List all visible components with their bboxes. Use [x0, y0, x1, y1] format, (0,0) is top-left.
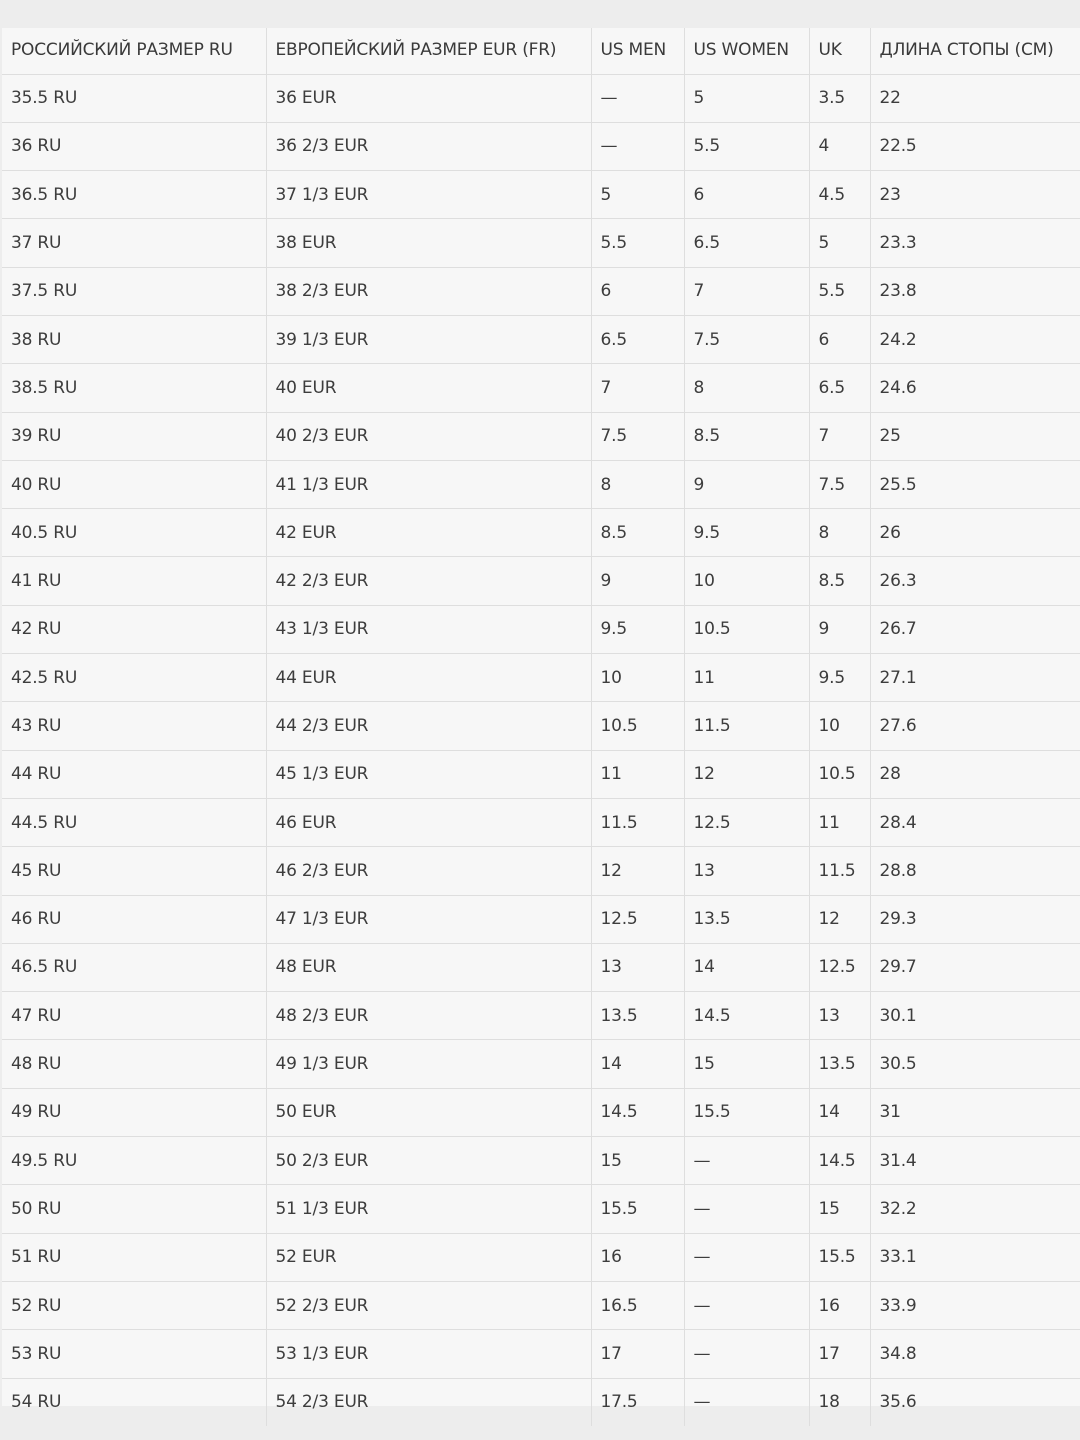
table-row: [2, 943, 1080, 991]
cell-ru-size: 51 RU: [2, 1233, 266, 1281]
cell-us-women: 8: [684, 364, 809, 412]
size-chart-sheet: [2, 28, 1080, 1413]
cell-ru-size: 54 RU: [2, 1378, 266, 1426]
table-row: [2, 798, 1080, 846]
cell-foot-length: 26.3: [870, 557, 1080, 605]
cell-ru-size: 37 RU: [2, 219, 266, 267]
cell-us-women: 12.5: [684, 798, 809, 846]
cell-foot-length: 25.5: [870, 460, 1080, 508]
table-row: [2, 992, 1080, 1040]
cell-foot-length: 26.7: [870, 605, 1080, 653]
cell-eur-size: 52 2/3 EUR: [266, 1281, 591, 1329]
cell-foot-length: 27.1: [870, 654, 1080, 702]
cell-uk: 12.5: [809, 943, 870, 991]
cell-uk: 13: [809, 992, 870, 1040]
cell-us-women: —: [684, 1281, 809, 1329]
cell-us-men: 13.5: [591, 992, 684, 1040]
cell-foot-length: 24.6: [870, 364, 1080, 412]
cell-uk: 14.5: [809, 1137, 870, 1185]
cell-us-women: 7: [684, 267, 809, 315]
cell-uk: 4.5: [809, 171, 870, 219]
cell-us-men: 9: [591, 557, 684, 605]
cell-us-women: —: [684, 1378, 809, 1426]
table-row: [2, 122, 1080, 170]
table-row: [2, 847, 1080, 895]
table-row: [2, 895, 1080, 943]
cell-uk: 8: [809, 509, 870, 557]
cell-foot-length: 28.8: [870, 847, 1080, 895]
cell-us-men: 11.5: [591, 798, 684, 846]
cell-us-men: 6.5: [591, 315, 684, 363]
cell-eur-size: 45 1/3 EUR: [266, 750, 591, 798]
cell-ru-size: 53 RU: [2, 1330, 266, 1378]
cell-us-women: 10: [684, 557, 809, 605]
cell-uk: 11.5: [809, 847, 870, 895]
table-row: [2, 1330, 1080, 1378]
table-row: [2, 557, 1080, 605]
cell-us-women: 5.5: [684, 122, 809, 170]
table-row: [2, 1137, 1080, 1185]
cell-eur-size: 54 2/3 EUR: [266, 1378, 591, 1426]
cell-foot-length: 29.3: [870, 895, 1080, 943]
cell-us-men: 11: [591, 750, 684, 798]
cell-ru-size: 46 RU: [2, 895, 266, 943]
cell-eur-size: 40 2/3 EUR: [266, 412, 591, 460]
cell-us-men: —: [591, 122, 684, 170]
cell-eur-size: 51 1/3 EUR: [266, 1185, 591, 1233]
cell-foot-length: 22.5: [870, 122, 1080, 170]
cell-us-men: —: [591, 74, 684, 122]
cell-us-men: 17.5: [591, 1378, 684, 1426]
cell-eur-size: 50 2/3 EUR: [266, 1137, 591, 1185]
cell-us-men: 9.5: [591, 605, 684, 653]
cell-ru-size: 40 RU: [2, 460, 266, 508]
cell-us-men: 7: [591, 364, 684, 412]
cell-ru-size: 36 RU: [2, 122, 266, 170]
cell-us-women: 9.5: [684, 509, 809, 557]
cell-ru-size: 39 RU: [2, 412, 266, 460]
cell-us-women: 15.5: [684, 1088, 809, 1136]
cell-uk: 12: [809, 895, 870, 943]
cell-us-women: 13: [684, 847, 809, 895]
cell-uk: 9: [809, 605, 870, 653]
cell-uk: 18: [809, 1378, 870, 1426]
cell-foot-length: 35.6: [879, 1392, 917, 1413]
cell-eur-size: 40 EUR: [266, 364, 591, 412]
cell-eur-size: 42 2/3 EUR: [266, 557, 591, 605]
cell-eur-size: 52 EUR: [266, 1233, 591, 1281]
table-row: [2, 412, 1080, 460]
cell-eur-size: 36 2/3 EUR: [266, 122, 591, 170]
cell-foot-length: 30.5: [870, 1040, 1080, 1088]
cell-eur-size: 53 1/3 EUR: [266, 1330, 591, 1378]
cell-foot-length: 28: [870, 750, 1080, 798]
table-row: [2, 750, 1080, 798]
cell-foot-length: 23.8: [870, 267, 1080, 315]
cell-eur-size: 48 2/3 EUR: [266, 992, 591, 1040]
cell-eur-size: 47 1/3 EUR: [266, 895, 591, 943]
cell-us-men: 5: [591, 171, 684, 219]
cell-foot-length: 33.1: [870, 1233, 1080, 1281]
cell-ru-size: 49.5 RU: [2, 1137, 266, 1185]
cell-us-women: 11.5: [684, 702, 809, 750]
table-row: [2, 267, 1080, 315]
cell-uk: 5: [809, 219, 870, 267]
cell-uk: 16: [809, 1281, 870, 1329]
table-row: [2, 1281, 1080, 1329]
cell-us-women: 6: [684, 171, 809, 219]
cell-uk: 11: [809, 798, 870, 846]
size-chart-table: [2, 28, 1080, 1426]
cell-uk: 10: [809, 702, 870, 750]
cell-us-women: 12: [684, 750, 809, 798]
cell-foot-length: 24.2: [870, 315, 1080, 363]
cell-us-women: 7.5: [684, 315, 809, 363]
cell-us-women: 14.5: [684, 992, 809, 1040]
cell-foot-length: 23: [870, 171, 1080, 219]
cell-us-women: —: [684, 1137, 809, 1185]
cell-uk: 7: [809, 412, 870, 460]
cell-us-women: 6.5: [684, 219, 809, 267]
cell-us-men: 16.5: [591, 1281, 684, 1329]
cell-eur-size: 37 1/3 EUR: [266, 171, 591, 219]
cell-uk: 9.5: [809, 654, 870, 702]
cell-us-men: 8.5: [591, 509, 684, 557]
cell-eur-size: 43 1/3 EUR: [266, 605, 591, 653]
cell-uk: 6.5: [809, 364, 870, 412]
cell-uk: 17: [809, 1330, 870, 1378]
cell-uk: 4: [809, 122, 870, 170]
cell-us-men: 10.5: [591, 702, 684, 750]
cell-eur-size: 38 EUR: [266, 219, 591, 267]
cell-uk: 14: [809, 1088, 870, 1136]
cell-uk: 13.5: [809, 1040, 870, 1088]
table-header-row: [2, 28, 1080, 74]
cell-foot-length: 22: [870, 74, 1080, 122]
cell-foot-length: 32.2: [870, 1185, 1080, 1233]
table-row: [2, 1185, 1080, 1233]
cell-us-men: 10: [591, 654, 684, 702]
cell-us-men: 14.5: [591, 1088, 684, 1136]
cell-foot-length: 33.9: [870, 1281, 1080, 1329]
cell-uk: 5.5: [809, 267, 870, 315]
cell-ru-size: 45 RU: [2, 847, 266, 895]
cell-us-women: —: [684, 1185, 809, 1233]
cell-us-men: 13: [591, 943, 684, 991]
table-row: [2, 654, 1080, 702]
cell-ru-size: 38.5 RU: [2, 364, 266, 412]
cell-us-women: 15: [684, 1040, 809, 1088]
cell-us-men: 12: [591, 847, 684, 895]
cell-ru-size: 52 RU: [2, 1281, 266, 1329]
cell-uk: 7.5: [809, 460, 870, 508]
cell-foot-length: 31.4: [870, 1137, 1080, 1185]
cell-ru-size: 41 RU: [2, 557, 266, 605]
header-foot-length: ДЛИНА СТОПЫ (СМ): [870, 28, 1080, 74]
cell-eur-size: 50 EUR: [266, 1088, 591, 1136]
cell-us-men: 8: [591, 460, 684, 508]
cell-eur-size: 38 2/3 EUR: [266, 267, 591, 315]
table-row: [2, 509, 1080, 557]
cell-us-women: 13.5: [684, 895, 809, 943]
table-row: [2, 1088, 1080, 1136]
cell-uk: 3.5: [809, 74, 870, 122]
cell-foot-length: 26: [870, 509, 1080, 557]
cell-us-men: 7.5: [591, 412, 684, 460]
cell-us-men: 15.5: [591, 1185, 684, 1233]
table-row: [2, 74, 1080, 122]
cell-us-women: 5: [684, 74, 809, 122]
cell-us-women: 9: [684, 460, 809, 508]
cell-eur-size: 46 EUR: [266, 798, 591, 846]
cell-eur-size: 39 1/3 EUR: [266, 315, 591, 363]
cell-ru-size: 47 RU: [2, 992, 266, 1040]
cell-eur-size: 42 EUR: [266, 509, 591, 557]
cell-uk: 15: [809, 1185, 870, 1233]
cell-uk: 8.5: [809, 557, 870, 605]
cell-us-men: 12.5: [591, 895, 684, 943]
cell-us-women: 14: [684, 943, 809, 991]
table-row: [2, 702, 1080, 750]
cell-eur-size: 36 EUR: [266, 74, 591, 122]
cell-eur-size: 44 EUR: [266, 654, 591, 702]
cell-foot-length: 31: [870, 1088, 1080, 1136]
header-ru-size: РОССИЙСКИЙ РАЗМЕР RU: [2, 28, 266, 74]
cell-eur-size: 44 2/3 EUR: [266, 702, 591, 750]
table-row: [2, 364, 1080, 412]
table-row: [2, 460, 1080, 508]
cell-eur-size: 49 1/3 EUR: [266, 1040, 591, 1088]
cell-ru-size: 46.5 RU: [2, 943, 266, 991]
cell-us-women: 11: [684, 654, 809, 702]
cell-ru-size: 49 RU: [2, 1088, 266, 1136]
table-row: [2, 219, 1080, 267]
cell-foot-length: 27.6: [870, 702, 1080, 750]
cell-ru-size: 35.5 RU: [2, 74, 266, 122]
cell-foot-length: 29.7: [870, 943, 1080, 991]
cell-ru-size: 44 RU: [2, 750, 266, 798]
cell-ru-size: 38 RU: [2, 315, 266, 363]
cell-us-women: —: [684, 1233, 809, 1281]
cell-uk: 10.5: [809, 750, 870, 798]
cell-uk: 15.5: [809, 1233, 870, 1281]
cell-ru-size: 42 RU: [2, 605, 266, 653]
header-us-women: US WOMEN: [684, 28, 809, 74]
cell-foot-length: 30.1: [870, 992, 1080, 1040]
table-body: [2, 74, 1080, 1426]
table-row: [2, 1378, 1080, 1426]
cell-foot-length: 34.8: [870, 1330, 1080, 1378]
cell-ru-size: 40.5 RU: [2, 509, 266, 557]
cell-us-women: —: [684, 1330, 809, 1378]
cell-ru-size: 44.5 RU: [2, 798, 266, 846]
header-uk: UK: [809, 28, 870, 74]
table-row: [2, 605, 1080, 653]
cell-foot-length: 25: [870, 412, 1080, 460]
table-row: [2, 171, 1080, 219]
cell-ru-size: 48 RU: [2, 1040, 266, 1088]
cell-uk: 6: [809, 315, 870, 363]
cell-ru-size: 43 RU: [2, 702, 266, 750]
cell-us-men: 14: [591, 1040, 684, 1088]
table-row: [2, 1040, 1080, 1088]
cell-eur-size: 48 EUR: [266, 943, 591, 991]
cell-us-women: 10.5: [684, 605, 809, 653]
cell-eur-size: 41 1/3 EUR: [266, 460, 591, 508]
header-us-men: US MEN: [591, 28, 684, 74]
table-row: [2, 1233, 1080, 1281]
cell-us-men: 5.5: [591, 219, 684, 267]
cell-ru-size: 42.5 RU: [2, 654, 266, 702]
cell-ru-size: 37.5 RU: [2, 267, 266, 315]
cell-ru-size: 36.5 RU: [2, 171, 266, 219]
cell-foot-length: 28.4: [870, 798, 1080, 846]
cell-us-women: 8.5: [684, 412, 809, 460]
cell-us-men: 6: [591, 267, 684, 315]
cell-us-men: 17: [591, 1330, 684, 1378]
cell-ru-size: 50 RU: [2, 1185, 266, 1233]
cell-eur-size: 46 2/3 EUR: [266, 847, 591, 895]
cell-foot-length: 23.3: [870, 219, 1080, 267]
header-eur-size: ЕВРОПЕЙСКИЙ РАЗМЕР EUR (FR): [266, 28, 591, 74]
cell-us-men: 15: [591, 1137, 684, 1185]
table-row: [2, 315, 1080, 363]
cell-us-men: 16: [591, 1233, 684, 1281]
